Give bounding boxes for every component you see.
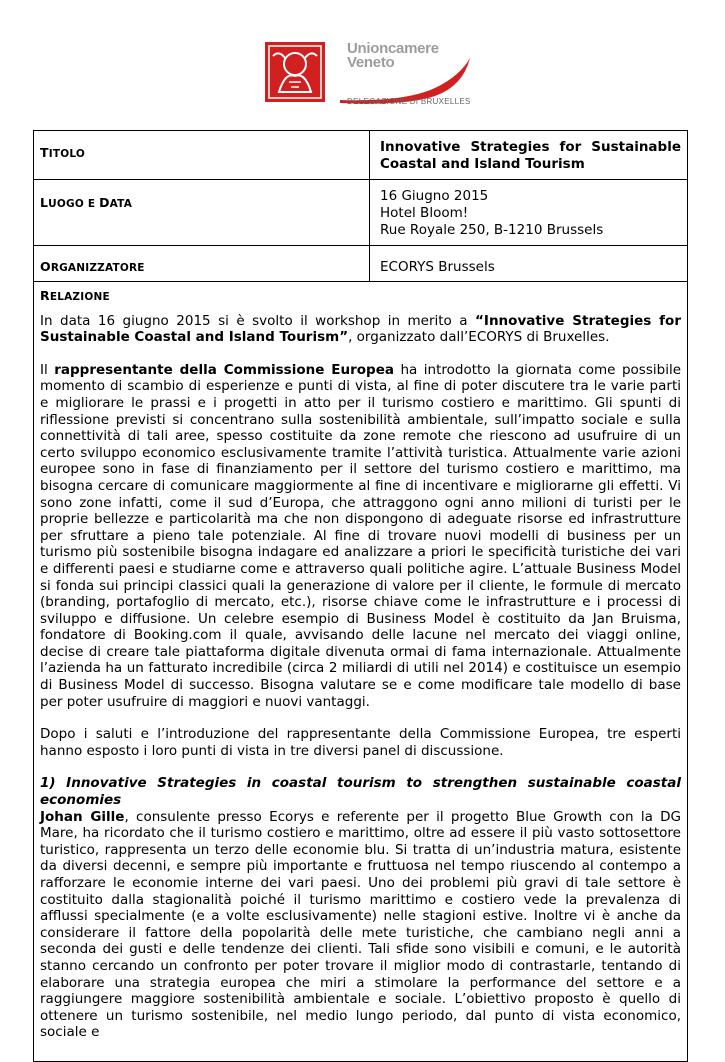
label-relazione: RELAZIONE <box>40 288 110 303</box>
brand-line-1: Unioncamere <box>347 40 439 57</box>
paragraph-panels: Dopo i saluti e l’introduzione del rappresentante della Commissione Europea, tre esperti hanno esposto i loro punti di vista in tre diversi panel di discussione. <box>40 726 681 759</box>
luogo-line: Hotel Bloom! <box>380 205 469 221</box>
report-table <box>33 130 688 1062</box>
paragraph-gille: Johan Gille, consulente presso Ecorys e referente per il progetto Blue Growth con la DG Mare, ha ricordato che il turismo costiero e marittimo, oltre ad essere il più vasto sottosettore turistico, rappresenta un terzo delle economie blu. Si tratta di un’industria matura, esistente da diversi decenni, e sempre più importante e fruttuosa nel tempo riuscendo al contempo a rafforzare le economie interne dei vari paesi. Uno dei problemi più gravi di tale settore è costituito dalla stagionalità poiché il turismo marittimo e costiero vede la prevalenza di afflussi specialmente (e a volte esclusivamente) nelle stagioni estive. Inoltre vi è anche da considerare il fattore della popolarità delle mete turistiche, che cambiano negli anni a seconda dei gusti e delle tendenze dei clienti. Tali sfide sono visibili e comuni, e le autorità stanno cercando un confronto per poter trovare il miglior modo di contrastarle, tentando di elaborare una strategia europea che miri a stimolare la performance del settore e a raggiungere maggiore sostenibilità ambientale e sociale. L’obiettivo proposto è quello di ottenere un turismo sostenibile, nel medio lungo periodo, dal punto di vista economico, sociale e <box>40 808 681 1041</box>
speaker-name: Johan Gille <box>40 808 125 825</box>
row-luogo-data <box>34 180 687 246</box>
brand-name <box>347 42 439 70</box>
commission-representative: rappresentante della Commissione Europea <box>54 361 394 378</box>
row-titolo <box>34 131 687 180</box>
section-heading-1: 1) Innovative Strategies in coastal tourism to strengthen sustainable coastal economies <box>40 775 681 809</box>
brand-line-2: Veneto <box>347 54 395 71</box>
value-titolo: Innovative Strategies for Sustainable Coastal and Island Tourism <box>380 139 681 172</box>
luogo-line: 16 Giugno 2015 <box>380 188 489 204</box>
label-titolo: TITOLO <box>40 145 85 160</box>
delegation-label: DELEGAZIONE DI BRUXELLES <box>347 97 471 106</box>
relazione-section <box>34 282 687 1061</box>
value-organizzatore: ECORYS Brussels <box>380 259 495 275</box>
lion-of-saint-mark-icon <box>265 42 325 102</box>
workshop-title: “Innovative Strategies for Sustainable Coastal and Island Tourism” <box>40 312 681 346</box>
unioncamere-logo <box>265 40 475 110</box>
row-organizzatore <box>34 246 687 282</box>
label-luogo-data: LUOGO E DATA <box>40 195 133 210</box>
value-luogo-data <box>370 180 687 245</box>
label-organizzatore: ORGANIZZATORE <box>40 259 145 274</box>
paragraph-commission: Il rappresentante della Commissione Europea ha introdotto la giornata come possibile momento di scambio di esperienze e punti di vista, al fine di poter discutere tra le varie parti e migliorare le prassi e i progetti in atto per il turismo costiero e marittimo. Gli spunti di riflessione previsti si concentrano sulla sostenibilità ambientale, sull’impatto sociale e sulla connettività di tali aree, spesso costituite da zone remote che riescono ad usufruire di un certo sviluppo economico esclusivamente tramite l’attività turistica. Attualmente varie azioni europee sono in fase di finanziamento per il settore del turismo costiero e marittimo, ma bisogna cercare di comunicare maggiormente al fine di incentivare e migliorarne gli effetti. Vi sono zone infatti, come il sud d’Europa, che attraggono ogni anno milioni di turisti per le proprie bellezze e particolarità ma che non dispongono di adeguate risorse ed infrastrutture per sfruttare a pieno tale potenziale. Al fine di trovare nuovi modelli di business per un turismo più sostenibile bisogna indagare ed analizzare a priori le specificità turistiche dei vari e differenti paesi e studiarne come e attraverso quali politiche agire. L’attuale Business Model si fonda sui principi classici quali la generazione di valore per il cliente, le formule di mercato (branding, portafoglio di mercato, etc.), risorse chiave come le infrastrutture e i processi di sviluppo e diffusione. Un celebre esempio di Business Model è costituito da Jan Bruisma, fondatore di Booking.com il quale, avvisando delle lacune nel mercato dei viaggi online, decise di creare tale piattaforma digitale divenuta ormai di fama internazionale. Attualmente l’azienda ha un fatturato incredibile (circa 2 miliardi di utili nel 2014) e costituisce un esempio di Business Model di successo. Bisogna valutare se e come modificare tale modello di base per poter usufruire di maggiori e nuovi vantaggi. <box>40 361 682 710</box>
paragraph-intro: In data 16 giugno 2015 si è svolto il workshop in merito a “Innovative Strategies for Sustainable Coastal and Island Tourism”, organizzato dall’ECORYS di Bruxelles. <box>40 312 681 346</box>
luogo-line: Rue Royale 250, B-1210 Brussels <box>380 222 604 238</box>
